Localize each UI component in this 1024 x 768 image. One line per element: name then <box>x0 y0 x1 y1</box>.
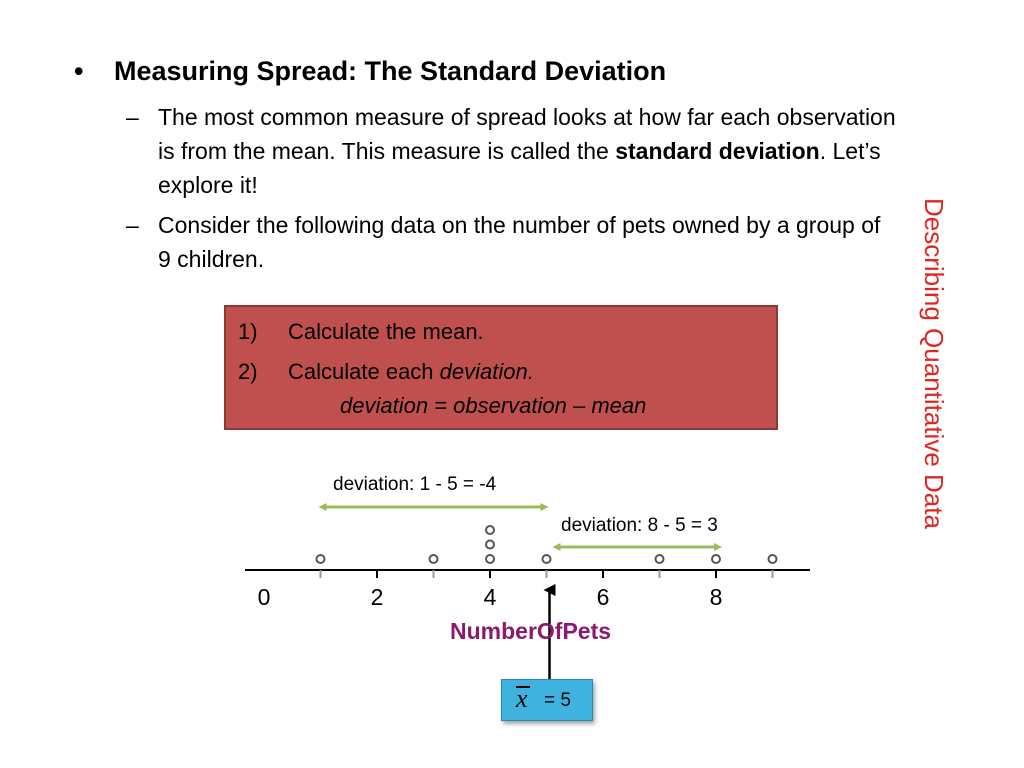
x-axis-ticks <box>321 570 773 578</box>
deviation-label-right: deviation: 8 - 5 = 3 <box>561 515 718 536</box>
data-point <box>656 555 664 563</box>
data-point <box>712 555 720 563</box>
data-point <box>769 555 777 563</box>
sub-bullet-1-bold-term: standard deviation <box>615 138 820 164</box>
step-text-italic: deviation. <box>439 359 534 384</box>
bullet-icon: • <box>74 56 84 86</box>
mean-symbol: x <box>516 684 528 713</box>
deviation-formula: deviation = observation – mean <box>340 393 647 418</box>
mean-label-box <box>501 679 593 721</box>
data-point <box>486 555 494 563</box>
data-point <box>543 555 551 563</box>
dash-icon: – <box>126 104 139 130</box>
step-text: Calculate the mean. <box>288 319 484 344</box>
mean-value: = 5 <box>544 690 571 711</box>
sub-bullet-1-text-after: . Let’s explore it! <box>158 138 881 198</box>
step-number: 1) <box>238 319 258 344</box>
slide-heading: Measuring Spread: The Standard Deviation <box>114 56 667 86</box>
sub-bullet-1-text-before: The most common measure of spread looks at how far each observation is from the mean. This measure is called the <box>158 104 896 164</box>
sub-bullet-2-text: Consider the following data on the number of pets owned by a group of 9 children. <box>158 212 881 272</box>
data-point <box>317 555 325 563</box>
data-point <box>486 541 494 549</box>
x-tick-label: 0 <box>257 584 271 610</box>
x-tick-label: 4 <box>483 584 497 610</box>
step-text-plain: Calculate each <box>288 359 440 384</box>
x-tick-label: 2 <box>370 584 384 610</box>
deviation-label-left: deviation: 1 - 5 = -4 <box>333 474 497 495</box>
x-tick-label: 6 <box>596 584 610 610</box>
x-tick-label: 8 <box>709 584 723 610</box>
step-number: 2) <box>238 359 258 384</box>
data-point <box>486 526 494 534</box>
data-point <box>430 555 438 563</box>
x-axis-title: NumberOfPets <box>450 618 612 644</box>
dash-icon: – <box>126 212 139 238</box>
side-title: Describing Quantitative Data <box>919 198 949 529</box>
